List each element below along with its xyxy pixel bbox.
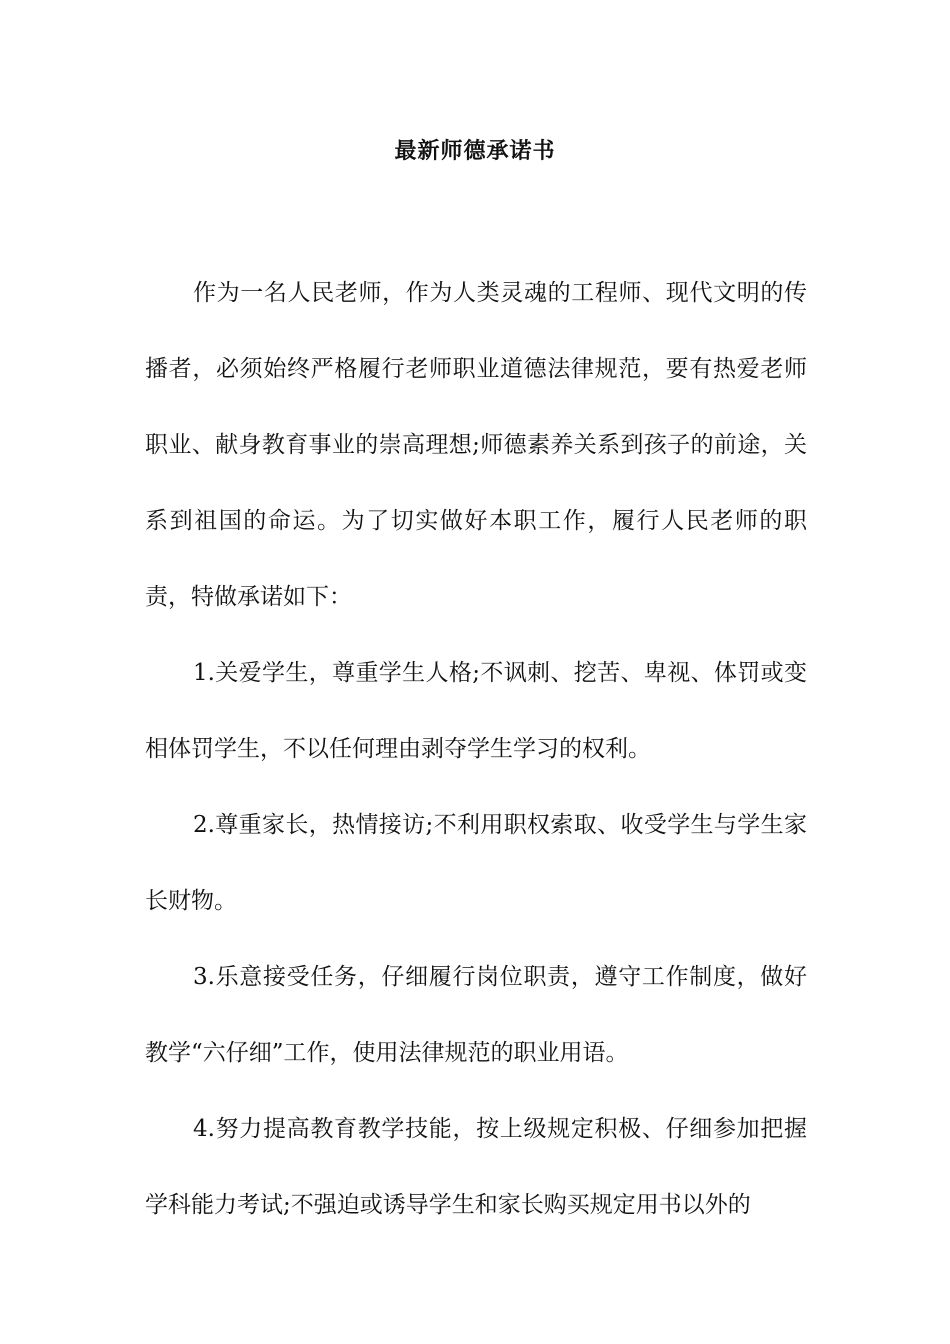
commitment-item-2: 2.尊重家长，热情接访;不利用职权索取、收受学生与学生家长财物。 [145,812,807,914]
intro-paragraph: 作为一名人民老师，作为人类灵魂的工程师、现代文明的传播者，必须始终严格履行老师职业道德法律规范，要有热爱老师职业、献身教育事业的崇高理想;师德素养关系到孩子的前途，关系到祖国的命运。为了切实做好本职工作，履行人民老师的职责，特做承诺如下： [145,280,807,610]
document-body [145,255,807,1243]
document-title: 最新师德承诺书 [394,138,556,164]
commitment-item-3: 3.乐意接受任务，仔细履行岗位职责，遵守工作制度，做好教学“六仔细”工作，使用法律规范的职业用语。 [145,964,807,1066]
commitment-item-1: 1.关爱学生，尊重学生人格;不讽刺、挖苦、卑视、体罚或变相体罚学生，不以任何理由剥夺学生学习的权利。 [145,660,807,762]
commitment-item-4: 4.努力提高教育教学技能，按上级规定积极、仔细参加把握学科能力考试;不强迫或诱导学生和家长购买规定用书以外的 [145,1116,807,1218]
